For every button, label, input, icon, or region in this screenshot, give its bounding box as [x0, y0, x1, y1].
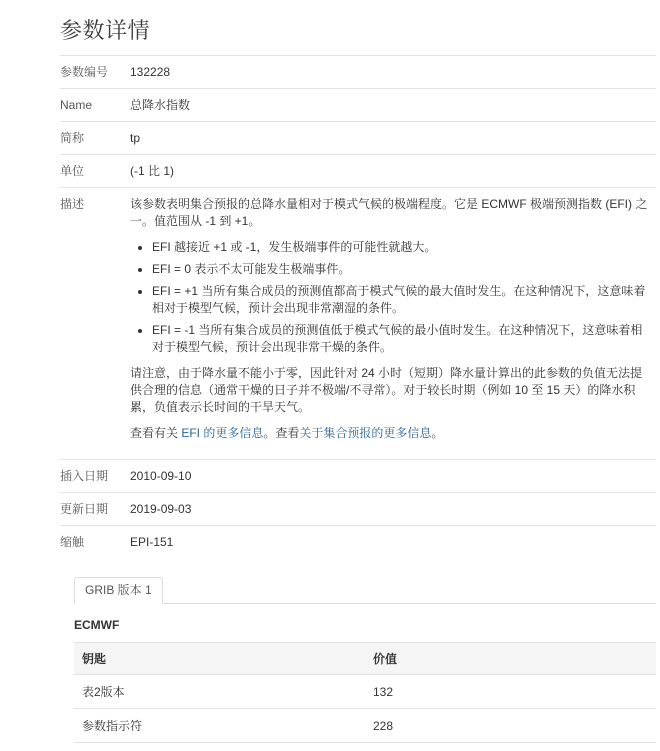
description-bullet-list — [130, 239, 650, 356]
row-value-updated-date: 2019-09-03 — [130, 502, 192, 516]
table-row — [60, 122, 656, 155]
grib-value-parameter-indicator: 228 — [365, 709, 656, 743]
row-label-short-name: 简称 — [60, 131, 85, 145]
description-intro: 该参数表明集合预报的总降水量相对于模式气候的极端程度。它是 ECMWF 极端预测指数 (EFI) 之一。值范围从 -1 到 +1。 — [130, 197, 648, 228]
description-body — [130, 196, 650, 442]
efi-more-info-link[interactable]: EFI 的更多信息 — [181, 426, 264, 440]
tab-grib-version-1[interactable]: GRIB 版本 1 — [74, 577, 163, 604]
bottom-spacer — [14, 743, 646, 751]
column-header-value: 价值 — [365, 643, 656, 675]
table-row — [74, 709, 656, 743]
row-label-description: 描述 — [60, 197, 85, 211]
row-value-contact: EPI-151 — [130, 535, 174, 549]
row-label-name: Name — [60, 98, 93, 112]
grib-key-value-table — [74, 642, 656, 743]
grib-key-parameter-indicator: 参数指示符 — [74, 709, 365, 743]
column-header-key: 钥匙 — [74, 643, 365, 675]
description-links — [130, 425, 650, 442]
table-row — [60, 155, 656, 188]
table-row — [60, 460, 656, 493]
table-row — [74, 675, 656, 709]
table-header-row — [74, 643, 656, 675]
table-row — [60, 493, 656, 526]
parameter-detail-page — [0, 14, 660, 733]
row-value-short-name: tp — [130, 131, 141, 145]
grib-section-heading: ECMWF — [74, 618, 120, 632]
row-value-description — [124, 188, 656, 460]
links-suffix-text: 。 — [431, 426, 444, 440]
grib-value-table2version: 132 — [365, 675, 656, 709]
row-label-parameter-id: 参数编号 — [60, 65, 109, 79]
list-item: • EFI 越接近 +1 或 -1，发生极端事件的可能性就越大。 — [152, 239, 650, 256]
row-value-inserted-date: 2010-09-10 — [130, 469, 192, 483]
row-label-units: 单位 — [60, 164, 85, 178]
table-row — [60, 526, 656, 559]
row-label-contact: 缩触 — [60, 535, 85, 549]
table-row-description — [60, 188, 656, 460]
list-item: • EFI = -1 当所有集合成员的预测值低于模式气候的最小值时发生。在这种情况下，这意味着相对于模型气候，预计会出现非常干燥的条件。 — [152, 322, 650, 356]
table-row — [60, 89, 656, 122]
links-middle-text: 。查看 — [263, 426, 300, 440]
list-item: • EFI = +1 当所有集合成员的预测值都高于模式气候的最大值时发生。在这种情况下，这意味着相对于模型气候，预计会出现非常潮湿的条件。 — [152, 283, 650, 317]
grib-key-table2version: 表2版本 — [74, 675, 365, 709]
row-value-units: (-1 比 1) — [130, 164, 175, 178]
description-note: 请注意，由于降水量不能小于零，因此针对 24 小时（短期）降水量计算出的此参数的负值无法提供合理的信息（通常干燥的日子并不极端/不寻常）。对于较长时期（例如 10 至 15 天）的降水积累，负值表示长时间的干旱天气。 — [130, 366, 643, 414]
page-title: 参数详情 — [60, 18, 151, 43]
row-value-name: 总降水指数 — [130, 98, 191, 112]
ensemble-forecast-link[interactable]: 关于集合预报的更多信息 — [299, 426, 432, 440]
links-prefix-text: 查看有关 — [130, 426, 182, 440]
row-label-inserted-date: 插入日期 — [60, 469, 109, 483]
row-value-parameter-id: 132228 — [130, 65, 171, 79]
list-item: • EFI = 0 表示不太可能发生极端事件。 — [152, 261, 650, 278]
parameter-detail-table — [60, 55, 656, 558]
table-row — [60, 56, 656, 89]
row-label-updated-date: 更新日期 — [60, 502, 109, 516]
